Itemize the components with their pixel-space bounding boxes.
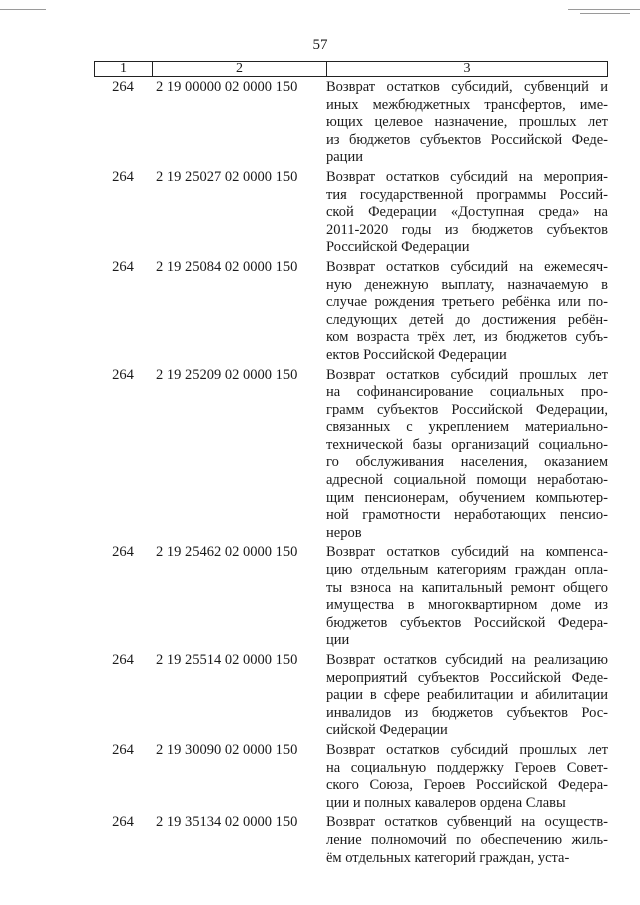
budget-code-cell: 2 19 00000 02 0000 150 xyxy=(156,79,298,95)
description-line: Возврат остатков субсидий на мероприя- xyxy=(326,168,608,185)
admin-code-cell: 264 xyxy=(112,168,134,185)
description-line: Возврат остатков субсидий на компенса- xyxy=(326,544,608,561)
description-line: Возврат остатков субсидий на ежемесяч- xyxy=(326,258,608,275)
description-line: рации в сфере реабилитации и абилитации xyxy=(326,687,608,704)
description-line: мероприятий субъектов Российской Феде- xyxy=(326,669,608,686)
budget-code-cell: 2 19 25027 02 0000 150 xyxy=(156,168,298,185)
scan-edge-mark xyxy=(580,13,630,14)
description-line: бюджетов субъектов Российской Федера- xyxy=(326,614,608,631)
description-line: на социальную поддержку Героев Совет- xyxy=(326,759,608,776)
description-line: Возврат остатков субвенций на осуществ- xyxy=(326,814,608,831)
admin-code-cell: 264 xyxy=(112,79,134,95)
table-row xyxy=(94,259,608,365)
description-line: из бюджетов субъектов Российской Феде- xyxy=(326,131,608,148)
description-line: грамм субъектов Российской Федерации, xyxy=(326,401,608,418)
description-cell xyxy=(326,367,608,543)
description-cell xyxy=(326,742,608,812)
description-line: Российской Федерации xyxy=(326,239,470,256)
admin-code-cell: 264 xyxy=(112,258,134,275)
description-line: ции xyxy=(326,632,350,649)
description-line: ты взноса на капитальный ремонт общего xyxy=(326,579,608,596)
table-body xyxy=(94,79,608,869)
description-line: инвалидов из бюджетов субъектов Рос- xyxy=(326,704,608,721)
description-line: ём отдельных категорий граждан, уста- xyxy=(326,849,570,866)
description-line: связанных с укреплением материально- xyxy=(326,419,608,436)
description-line: щим пенсионерам, обучением компьютер- xyxy=(326,489,608,506)
description-line: ского Союза, Героев Российской Федера- xyxy=(326,777,608,794)
description-line: имущества в многоквартирном доме из xyxy=(326,597,608,614)
description-cell xyxy=(326,79,608,167)
description-line: технической базы организаций социально- xyxy=(326,436,608,453)
scan-edge-mark xyxy=(0,9,46,10)
description-line: Возврат остатков субсидий прошлых лет xyxy=(326,366,608,383)
budget-code-cell: 2 19 25462 02 0000 150 xyxy=(156,544,298,561)
description-line: ком возраста трёх лет, из бюджетов субъ- xyxy=(326,329,608,346)
table-row xyxy=(94,169,608,257)
description-line: Возврат остатков субсидий прошлых лет xyxy=(326,741,608,758)
scan-edge-mark xyxy=(568,9,640,10)
description-line: ектов Российской Федерации xyxy=(326,346,507,363)
admin-code-cell: 264 xyxy=(112,652,134,668)
description-line: неров xyxy=(326,524,362,541)
page-number: 57 xyxy=(312,37,328,53)
budget-code-cell: 2 19 25514 02 0000 150 xyxy=(156,652,298,668)
table-row xyxy=(94,544,608,650)
table-row xyxy=(94,79,608,167)
description-line: адресной социальной помощи неработаю- xyxy=(326,472,608,489)
description-line: сийской Федерации xyxy=(326,722,448,739)
description-line: ление полномочий по обеспечению жиль- xyxy=(326,831,608,848)
description-line: ющих целевое назначение, прошлых лет xyxy=(326,114,608,131)
description-line: иных межбюджетных трансфертов, име- xyxy=(326,96,608,113)
table-header xyxy=(94,61,608,77)
table-row xyxy=(94,652,608,740)
description-cell xyxy=(326,544,608,650)
budget-code-cell: 2 19 35134 02 0000 150 xyxy=(156,814,298,831)
description-line: цию отдельным категориям граждан опла- xyxy=(326,562,608,579)
admin-code-cell: 264 xyxy=(112,814,134,831)
admin-code-cell: 264 xyxy=(112,741,134,758)
description-line: ской Федерации «Доступная среда» на xyxy=(326,204,608,221)
description-cell xyxy=(326,169,608,257)
description-line: на софинансирование социальных про- xyxy=(326,384,608,401)
description-line: рации xyxy=(326,149,363,166)
description-line: ции и полных кавалеров ордена Славы xyxy=(326,794,566,811)
description-line: ную денежную выплату, назначаемую в xyxy=(326,276,608,293)
budget-code-cell: 2 19 30090 02 0000 150 xyxy=(156,741,298,758)
description-cell xyxy=(326,259,608,365)
description-line: го обслуживания населения, оказанием xyxy=(326,454,608,471)
description-line: 2011-2020 годы из бюджетов субъектов xyxy=(326,221,608,238)
description-line: случае рождения третьего ребёнка или по- xyxy=(326,294,608,311)
description-line: тия государственной программы Россий- xyxy=(326,186,608,203)
description-cell xyxy=(326,814,608,867)
description-line: Возврат остатков субсидий, субвенций и xyxy=(326,79,608,95)
description-line: Возврат остатков субсидий на реализацию xyxy=(326,652,608,668)
description-cell xyxy=(326,652,608,740)
admin-code-cell: 264 xyxy=(112,544,134,561)
description-line: ной грамотности неработающих пенсио- xyxy=(326,507,608,524)
header-col-1: 1 xyxy=(95,62,153,76)
budget-code-cell: 2 19 25084 02 0000 150 xyxy=(156,258,298,275)
table-row xyxy=(94,742,608,812)
description-line: следующих детей до достижения ребён- xyxy=(326,311,608,328)
budget-code-cell: 2 19 25209 02 0000 150 xyxy=(156,366,298,383)
table-row xyxy=(94,814,608,867)
header-col-2: 2 xyxy=(153,62,327,76)
header-col-3: 3 xyxy=(463,61,471,76)
table-row xyxy=(94,367,608,543)
admin-code-cell: 264 xyxy=(112,366,134,383)
